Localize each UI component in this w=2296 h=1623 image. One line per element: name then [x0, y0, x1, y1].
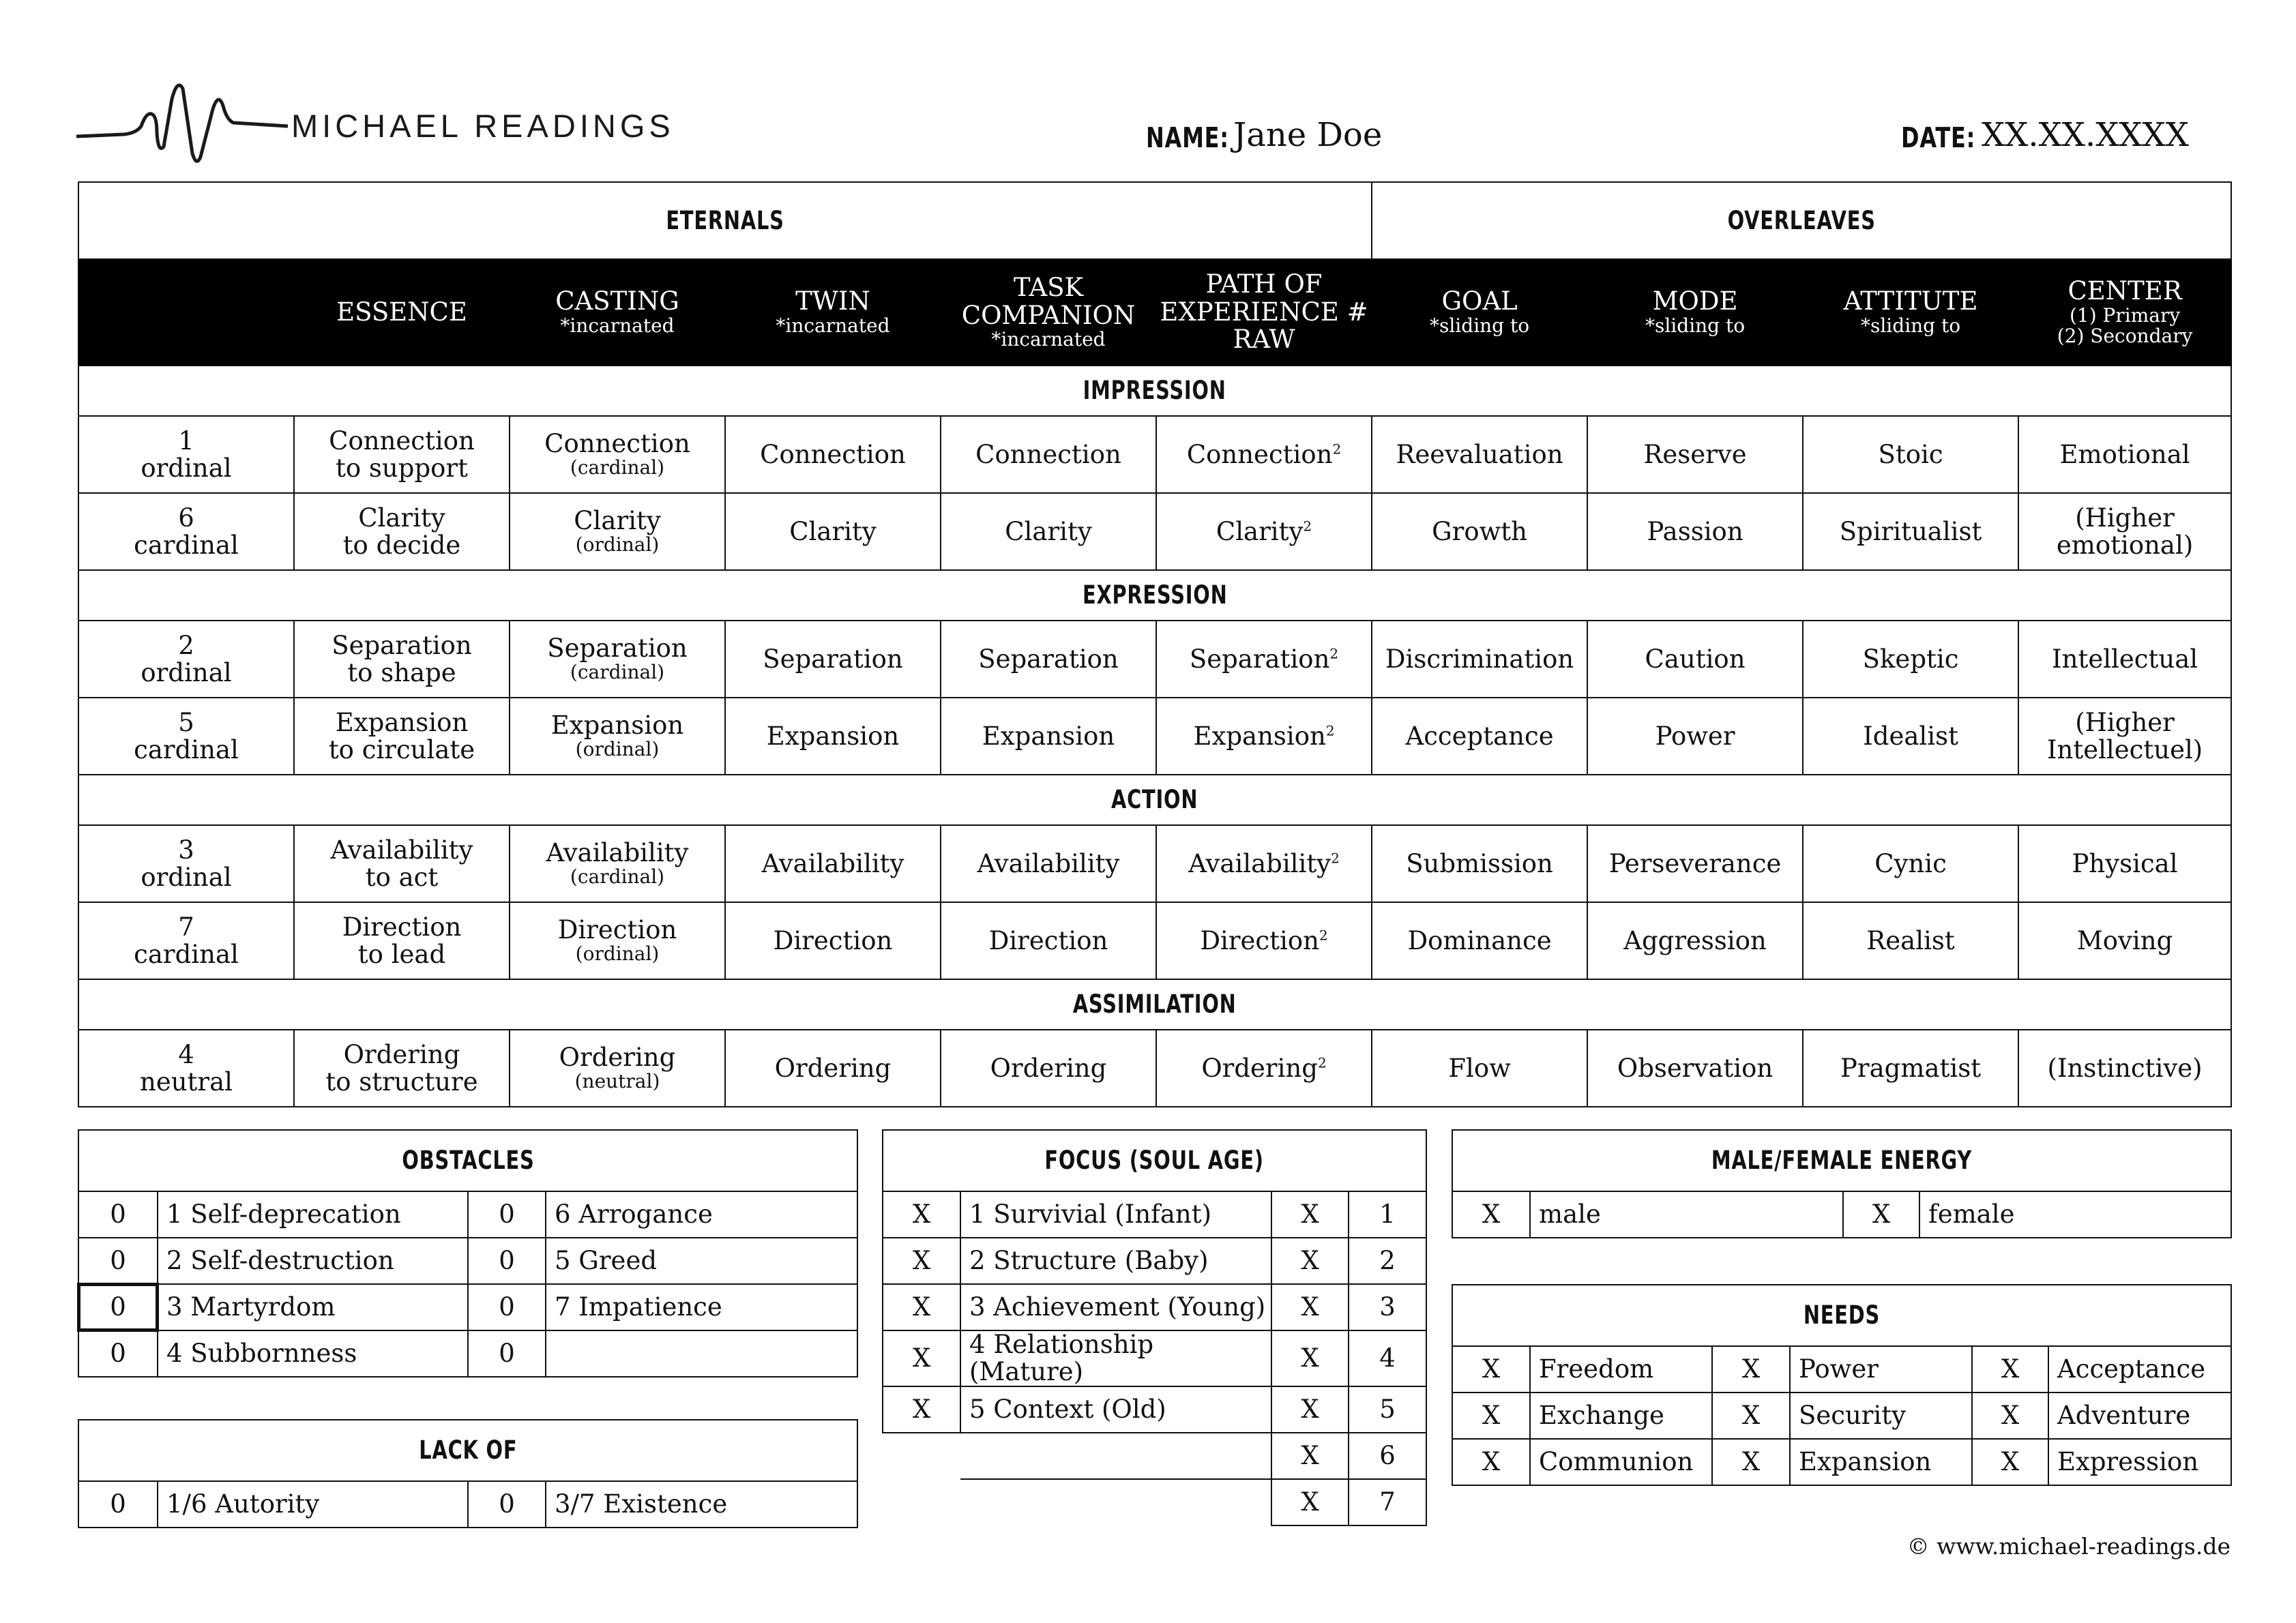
need-label: Power — [1790, 1346, 1972, 1393]
lack-of-row — [78, 1481, 857, 1528]
focus-mark[interactable]: X — [1271, 1330, 1349, 1386]
attitude-cell[interactable]: Stoic — [1803, 416, 2018, 493]
center-cell[interactable]: Moving — [2018, 902, 2231, 979]
lack-of-label: 1/6 Autority — [158, 1481, 468, 1528]
need-mark[interactable]: X — [1972, 1439, 2048, 1485]
focus-row — [883, 1433, 1426, 1479]
attitude-cell[interactable]: Pragmatist — [1803, 1030, 2018, 1107]
casting-cell[interactable]: Direction (ordinal) — [510, 902, 725, 979]
goal-cell[interactable]: Flow — [1372, 1030, 1587, 1107]
obstacle-value[interactable]: 0 — [468, 1191, 546, 1238]
column-subtitle: *incarnated — [991, 328, 1106, 351]
column-header — [510, 259, 725, 366]
need-mark[interactable]: X — [1972, 1346, 2048, 1393]
focus-mark[interactable]: X — [1271, 1191, 1349, 1238]
lack-of-table — [78, 1419, 858, 1528]
need-mark[interactable]: X — [1972, 1393, 2048, 1439]
path-cell[interactable]: Availability$^2$ — [1156, 825, 1372, 902]
obstacle-label: 1 Self-deprecation — [158, 1191, 468, 1238]
date-label: DATE: — [1901, 121, 1976, 154]
task-companion-cell[interactable]: Ordering — [941, 1030, 1156, 1107]
casting-cell[interactable]: Ordering (neutral) — [510, 1030, 725, 1107]
essence-cell[interactable]: Connection to support — [294, 416, 510, 493]
mode-cell[interactable]: Reserve — [1587, 416, 1803, 493]
focus-mark[interactable]: X — [1271, 1386, 1349, 1433]
obstacle-label: 5 Greed — [546, 1238, 857, 1284]
essence-cell[interactable]: Ordering to structure — [294, 1030, 510, 1107]
obstacle-row — [78, 1238, 857, 1284]
column-header — [1803, 259, 2018, 366]
center-cell[interactable]: Emotional — [2018, 416, 2231, 493]
focus-row — [883, 1479, 1426, 1525]
goal-cell[interactable]: Discrimination — [1372, 621, 1587, 698]
column-subtitle: (1) Primary — [2069, 303, 2181, 327]
center-cell[interactable]: Physical — [2018, 825, 2231, 902]
need-mark[interactable]: X — [1712, 1346, 1790, 1393]
focus-number: 6 — [1349, 1433, 1426, 1479]
twin-cell[interactable]: Connection — [725, 416, 941, 493]
need-mark[interactable]: X — [1452, 1439, 1530, 1485]
energy-male-mark[interactable]: X — [1452, 1191, 1530, 1238]
goal-cell[interactable]: Reevaluation — [1372, 416, 1587, 493]
date-value[interactable]: XX.XX.XXXX — [1982, 116, 2189, 154]
focus-label: 5 Context (Old) — [960, 1386, 1271, 1433]
name-value[interactable]: Jane Doe — [1233, 116, 1383, 154]
center-cell[interactable]: (Instinctive) — [2018, 1030, 2231, 1107]
path-cell[interactable]: Connection$^2$ — [1156, 416, 1372, 493]
lack-of-title: LACK OF — [78, 1420, 857, 1481]
focus-mark[interactable]: X — [1271, 1238, 1349, 1284]
mode-cell[interactable]: Power — [1587, 698, 1803, 775]
focus-title: FOCUS (SOUL AGE) — [883, 1130, 1426, 1191]
task-companion-cell[interactable]: Direction — [941, 902, 1156, 979]
obstacle-row — [78, 1330, 857, 1377]
needs-row — [1452, 1439, 2231, 1485]
column-header — [1587, 259, 1803, 366]
obstacle-row — [78, 1191, 857, 1238]
energy-table — [1452, 1129, 2232, 1238]
casting-cell[interactable]: Separation (cardinal) — [510, 621, 725, 698]
need-mark[interactable]: X — [1452, 1346, 1530, 1393]
table-row — [78, 416, 2231, 493]
obstacle-value[interactable]: 0 — [468, 1330, 546, 1377]
column-header — [1372, 259, 1587, 366]
focus-mark[interactable]: X — [883, 1191, 960, 1238]
number-cell: 2 ordinal — [78, 621, 294, 698]
obstacle-label: 3 Martyrdom — [158, 1284, 468, 1330]
need-mark[interactable]: X — [1452, 1393, 1530, 1439]
casting-cell[interactable]: Connection (cardinal) — [510, 416, 725, 493]
number-cell: 7 cardinal — [78, 902, 294, 979]
focus-mark[interactable]: X — [1271, 1479, 1349, 1525]
column-title: MODE — [1652, 286, 1738, 316]
task-companion-cell[interactable]: Expansion — [941, 698, 1156, 775]
column-title: CASTING — [555, 286, 679, 316]
obstacle-label: 6 Arrogance — [546, 1191, 857, 1238]
obstacle-value[interactable]: 0 — [78, 1284, 158, 1330]
mode-cell[interactable]: Aggression — [1587, 902, 1803, 979]
focus-row — [883, 1284, 1426, 1330]
focus-mark[interactable]: X — [883, 1238, 960, 1284]
column-subtitle: *sliding to — [1645, 314, 1746, 337]
twin-cell[interactable]: Expansion — [725, 698, 941, 775]
number-cell: 5 cardinal — [78, 698, 294, 775]
mode-cell[interactable]: Passion — [1587, 493, 1803, 570]
focus-label: 4 Relationship (Mature) — [960, 1330, 1271, 1386]
essence-cell[interactable]: Clarity to decide — [294, 493, 510, 570]
essence-cell[interactable]: Direction to lead — [294, 902, 510, 979]
path-cell[interactable]: Ordering$^2$ — [1156, 1030, 1372, 1107]
column-header — [78, 259, 294, 366]
need-label: Freedom — [1530, 1346, 1712, 1393]
table-row — [78, 1030, 2231, 1107]
wave-logo-icon — [76, 72, 288, 174]
focus-row — [883, 1191, 1426, 1238]
main-readings-table — [78, 181, 2232, 1107]
column-subtitle: *incarnated — [560, 314, 675, 337]
casting-cell[interactable]: Expansion (ordinal) — [510, 698, 725, 775]
table-row — [78, 902, 2231, 979]
column-title: ESSENCE — [336, 297, 467, 327]
focus-row — [883, 1330, 1426, 1386]
attitude-cell[interactable]: Idealist — [1803, 698, 2018, 775]
energy-title: MALE/FEMALE ENERGY — [1452, 1130, 2231, 1191]
column-header — [2018, 259, 2231, 366]
focus-label: 1 Survivial (Infant) — [960, 1191, 1271, 1238]
obstacle-label: 4 Subbornness — [158, 1330, 468, 1377]
focus-mark[interactable]: X — [883, 1330, 960, 1386]
focus-number: 1 — [1349, 1191, 1426, 1238]
name-label: NAME: — [1146, 121, 1229, 154]
table-row — [78, 698, 2231, 775]
column-header — [941, 259, 1156, 366]
mode-cell[interactable]: Caution — [1587, 621, 1803, 698]
focus-number: 4 — [1349, 1330, 1426, 1386]
focus-row — [883, 1238, 1426, 1284]
need-label: Exchange — [1530, 1393, 1712, 1439]
copyright: © www.michael-readings.de — [1907, 1533, 2231, 1560]
energy-female-label: female — [1919, 1191, 2231, 1238]
focus-mark[interactable]: X — [1271, 1433, 1349, 1479]
center-cell[interactable]: Intellectual — [2018, 621, 2231, 698]
attitude-cell[interactable]: Cynic — [1803, 825, 2018, 902]
focus-number: 2 — [1349, 1238, 1426, 1284]
column-header — [294, 259, 510, 366]
task-companion-cell[interactable]: Availability — [941, 825, 1156, 902]
goal-cell[interactable]: Acceptance — [1372, 698, 1587, 775]
focus-mark[interactable]: X — [1271, 1284, 1349, 1330]
lack-of-value[interactable]: 0 — [468, 1481, 546, 1528]
number-cell: 3 ordinal — [78, 825, 294, 902]
focus-empty — [960, 1479, 1271, 1525]
focus-empty — [883, 1433, 960, 1479]
lack-of-label: 3/7 Existence — [546, 1481, 857, 1528]
number-cell: 1 ordinal — [78, 416, 294, 493]
need-label: Expansion — [1790, 1439, 1972, 1485]
twin-cell[interactable]: Direction — [725, 902, 941, 979]
obstacles-table — [78, 1129, 858, 1378]
needs-row — [1452, 1393, 2231, 1439]
center-cell[interactable]: (Higher emotional) — [2018, 493, 2231, 570]
focus-mark[interactable]: X — [883, 1386, 960, 1433]
twin-cell[interactable]: Ordering — [725, 1030, 941, 1107]
table-row — [78, 621, 2231, 698]
task-companion-cell[interactable]: Separation — [941, 621, 1156, 698]
column-subtitle: *incarnated — [776, 314, 890, 337]
energy-male-label: male — [1530, 1191, 1843, 1238]
focus-label: 2 Structure (Baby) — [960, 1238, 1271, 1284]
task-companion-cell[interactable]: Clarity — [941, 493, 1156, 570]
obstacle-label: 2 Self-destruction — [158, 1238, 468, 1284]
need-label: Expression — [2048, 1439, 2231, 1485]
group-eternals: ETERNALS — [78, 182, 1372, 259]
essence-cell[interactable]: Separation to shape — [294, 621, 510, 698]
column-title: TWIN — [795, 286, 870, 316]
obstacle-value[interactable]: 0 — [78, 1191, 158, 1238]
need-mark[interactable]: X — [1712, 1393, 1790, 1439]
mode-cell[interactable]: Perseverance — [1587, 825, 1803, 902]
column-subtitle: *sliding to — [1429, 314, 1530, 337]
table-row — [78, 825, 2231, 902]
task-companion-cell[interactable]: Connection — [941, 416, 1156, 493]
need-label: Communion — [1530, 1439, 1712, 1485]
focus-empty — [883, 1479, 960, 1525]
obstacle-value[interactable]: 0 — [78, 1238, 158, 1284]
need-label: Adventure — [2048, 1393, 2231, 1439]
casting-cell[interactable]: Availability (cardinal) — [510, 825, 725, 902]
section-title: ASSIMILATION — [78, 979, 2231, 1030]
column-header — [725, 259, 941, 366]
path-cell[interactable]: Clarity$^2$ — [1156, 493, 1372, 570]
column-header — [1156, 259, 1372, 366]
attitude-cell[interactable]: Spiritualist — [1803, 493, 2018, 570]
focus-table — [882, 1129, 1427, 1526]
obstacles-title: OBSTACLES — [78, 1130, 857, 1191]
need-mark[interactable]: X — [1712, 1439, 1790, 1485]
focus-number: 5 — [1349, 1386, 1426, 1433]
focus-row — [883, 1386, 1426, 1433]
need-label: Acceptance — [2048, 1346, 2231, 1393]
section-title: IMPRESSION — [78, 366, 2231, 416]
needs-table — [1452, 1284, 2232, 1486]
brand-name: MICHAEL READINGS — [291, 108, 675, 144]
section-title: EXPRESSION — [78, 570, 2231, 621]
path-cell[interactable]: Direction$^2$ — [1156, 902, 1372, 979]
goal-cell[interactable]: Dominance — [1372, 902, 1587, 979]
obstacle-value[interactable]: 0 — [78, 1330, 158, 1377]
number-cell: 6 cardinal — [78, 493, 294, 570]
obstacle-row — [78, 1284, 857, 1330]
number-cell: 4 neutral — [78, 1030, 294, 1107]
path-cell[interactable]: Expansion$^2$ — [1156, 698, 1372, 775]
focus-number: 7 — [1349, 1479, 1426, 1525]
column-title: TASK COMPANION — [961, 272, 1136, 330]
twin-cell[interactable]: Availability — [725, 825, 941, 902]
obstacle-value[interactable]: 0 — [468, 1238, 546, 1284]
column-title: PATH OF EXPERIENCE # RAW — [1160, 269, 1368, 355]
essence-cell[interactable]: Expansion to circulate — [294, 698, 510, 775]
essence-cell[interactable]: Availability to act — [294, 825, 510, 902]
attitude-cell[interactable]: Skeptic — [1803, 621, 2018, 698]
casting-cell[interactable]: Clarity (ordinal) — [510, 493, 725, 570]
column-title: GOAL — [1441, 286, 1518, 316]
needs-title: NEEDS — [1452, 1285, 2231, 1346]
obstacle-label: 7 Impatience — [546, 1284, 857, 1330]
group-overleaves: OVERLEAVES — [1372, 182, 2231, 259]
section-title: ACTION — [78, 775, 2231, 825]
obstacle-value[interactable]: 0 — [468, 1284, 546, 1330]
twin-cell[interactable]: Separation — [725, 621, 941, 698]
goal-cell[interactable]: Submission — [1372, 825, 1587, 902]
need-label: Security — [1790, 1393, 1972, 1439]
energy-female-mark[interactable]: X — [1843, 1191, 1919, 1238]
goal-cell[interactable]: Growth — [1372, 493, 1587, 570]
twin-cell[interactable]: Clarity — [725, 493, 941, 570]
obstacle-label — [546, 1330, 857, 1377]
table-row — [78, 493, 2231, 570]
path-cell[interactable]: Separation$^2$ — [1156, 621, 1372, 698]
focus-label: 3 Achievement (Young) — [960, 1284, 1271, 1330]
attitude-cell[interactable]: Realist — [1803, 902, 2018, 979]
lack-of-value[interactable]: 0 — [78, 1481, 158, 1528]
column-subtitle: *sliding to — [1860, 314, 1961, 337]
column-title: CENTER — [2067, 276, 2182, 306]
focus-empty — [960, 1433, 1271, 1479]
mode-cell[interactable]: Observation — [1587, 1030, 1803, 1107]
column-subtitle: (2) Secondary — [2057, 325, 2193, 348]
center-cell[interactable]: (Higher Intellectuel) — [2018, 698, 2231, 775]
focus-number: 3 — [1349, 1284, 1426, 1330]
focus-mark[interactable]: X — [883, 1284, 960, 1330]
column-title: ATTITUTE — [1843, 286, 1978, 316]
brand-logo — [76, 72, 724, 174]
needs-row — [1452, 1346, 2231, 1393]
